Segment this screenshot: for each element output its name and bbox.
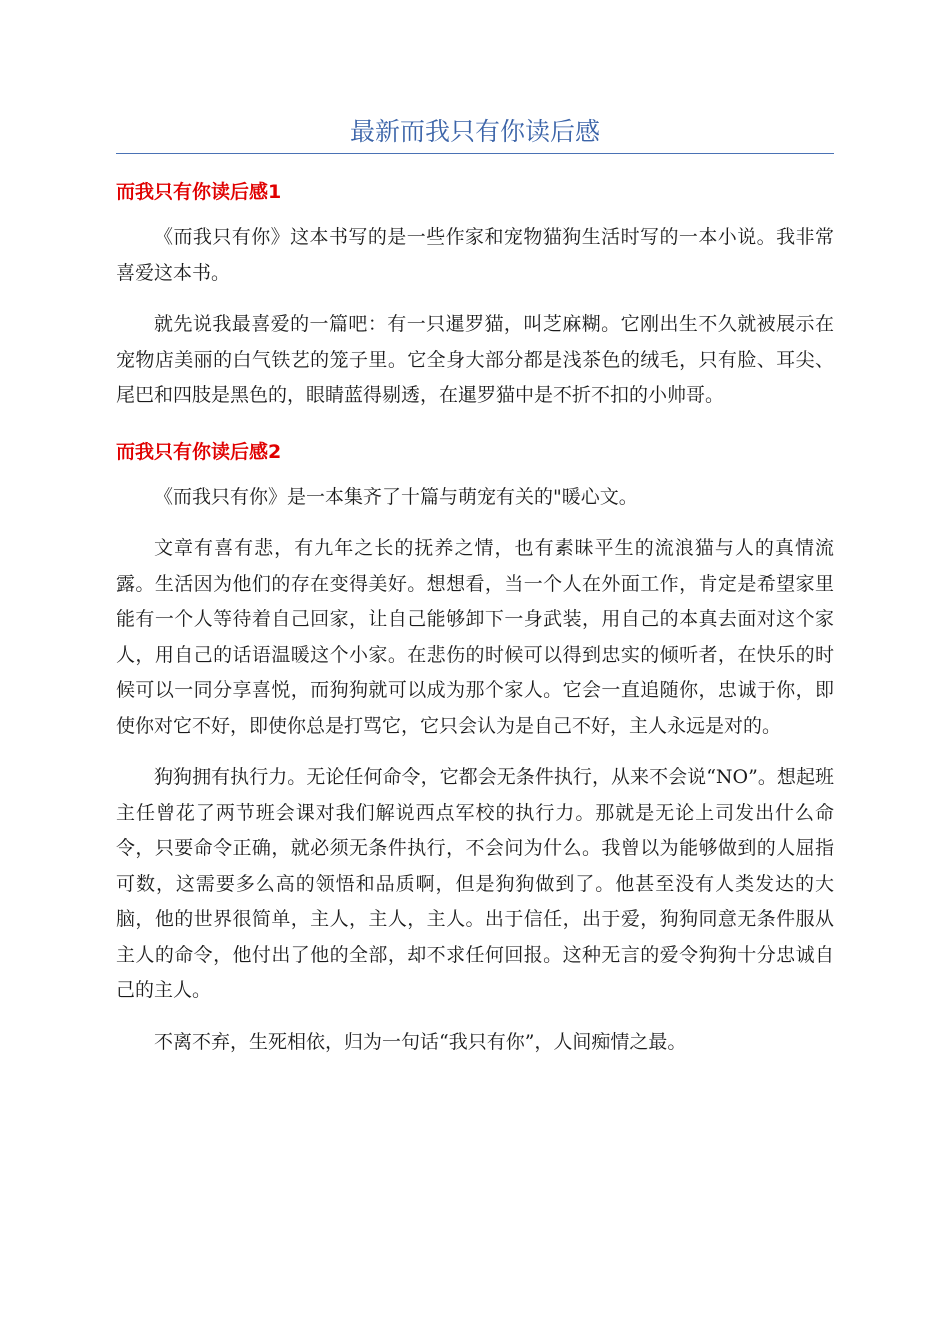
title-divider (116, 153, 834, 154)
section-heading: 而我只有你读后感1 (116, 181, 282, 203)
document-body (116, 170, 834, 1076)
page-title: 最新而我只有你读后感 (349, 117, 600, 146)
paragraph: 文章有喜有悲，有九年之长的抚养之情，也有素昧平生的流浪猫与人的真情流露。生活因为他们的存在变得美好。想想看，当一个人在外面工作，肯定是希望家里能有一个人等待着自己回家，让自己能够卸下一身武装，用自己的本真去面对这个家人，用自己的话语温暖这个小家。在悲伤的时候可以得到忠实的倾听者，在快乐的时候可以一同分享喜悦，而狗狗就可以成为那个家人。它会一直追随你，忠诚于你，即使你对它不好，即使你总是打骂它，它只会认为是自己不好，主人永远是对的。 (116, 537, 834, 737)
paragraph: 《而我只有你》是一本集齐了十篇与萌宠有关的"暖心文。 (154, 485, 638, 508)
paragraph: 狗狗拥有执行力。无论任何命令，它都会无条件执行，从来不会说“NO”。想起班主任曾花了两节班会课对我们解说西点军校的执行力。那就是无论上司发出什么命令，只要命令正确，就必须无条件执行，不会问为什么。我曾以为能够做到的人屈指可数，这需要多么高的领悟和品质啊，但是狗狗做到了。他甚至没有人类发达的大脑，他的世界很简单，主人，主人，主人。出于信任，出于爱，狗狗同意无条件服从主人的命令，他付出了他的全部，却不求任何回报。这种无言的爱令狗狗十分忠诚自己的主人。 (116, 766, 834, 1001)
section-1 (116, 170, 834, 414)
paragraph: 就先说我最喜爱的一篇吧：有一只暹罗猫，叫芝麻糊。它刚出生不久就被展示在宠物店美丽的白气铁艺的笼子里。它全身大部分都是浅茶色的绒毛，只有脸、耳尖、尾巴和四肢是黑色的，眼睛蓝得剔透，在暹罗猫中是不折不扣的小帅哥。 (116, 313, 834, 406)
paragraph: 不离不弃，生死相依，归为一句话“我只有你”，人间痴情之最。 (154, 1030, 687, 1053)
section-2 (116, 430, 834, 1061)
paragraph: 《而我只有你》这本书写的是一些作家和宠物猫狗生活时写的一本小说。我非常喜爱这本书。 (116, 226, 834, 284)
section-heading: 而我只有你读后感2 (116, 440, 282, 463)
